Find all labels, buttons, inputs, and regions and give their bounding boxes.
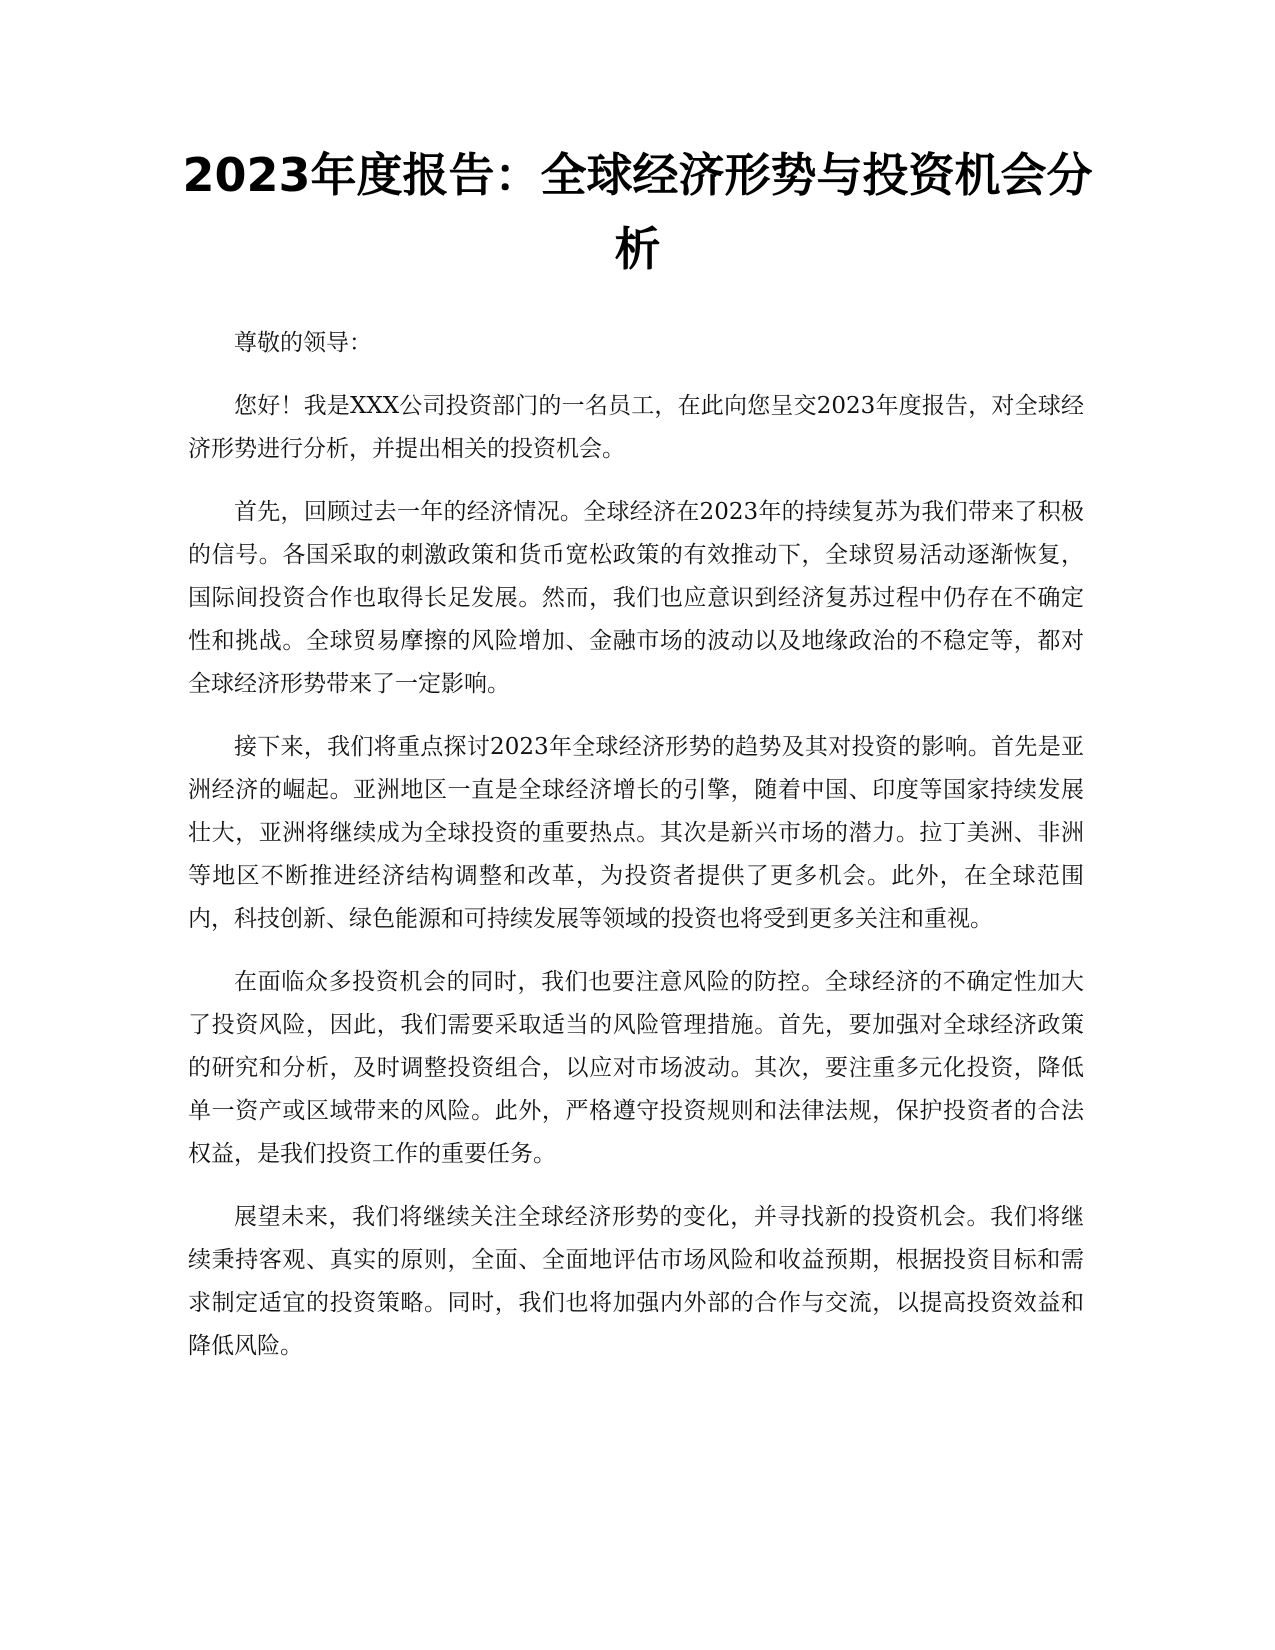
salutation: 尊敬的领导： [234, 330, 372, 356]
document-body [188, 322, 1084, 1388]
document-title: 2023年度报告：全球经济形势与投资机会分析 [182, 148, 1093, 276]
paragraph-outlook: 展望未来，我们将继续关注全球经济形势的变化，并寻找新的投资机会。我们将继续秉持客观、真实的原则，全面、全面地评估市场风险和收益预期，根据投资目标和需求制定适宜的投资策略。同时，我们也将加强内外部的合作与交流，以提高投资效益和降低风险。 [188, 1204, 1084, 1359]
paragraph-intro: 您好！我是XXX公司投资部门的一名员工，在此向您呈交2023年度报告，对全球经济形势进行分析，并提出相关的投资机会。 [188, 393, 1084, 462]
paragraph-review: 首先，回顾过去一年的经济情况。全球经济在2023年的持续复苏为我们带来了积极的信号。各国采取的刺激政策和货币宽松政策的有效推动下，全球贸易活动逐渐恢复，国际间投资合作也取得长足发展。然而，我们也应意识到经济复苏过程中仍存在不确定性和挑战。全球贸易摩擦的风险增加、金融市场的波动以及地缘政治的不稳定等，都对全球经济形势带来了一定影响。 [188, 499, 1084, 697]
paragraph-trends: 接下来，我们将重点探讨2023年全球经济形势的趋势及其对投资的影响。首先是亚洲经济的崛起。亚洲地区一直是全球经济增长的引擎，随着中国、印度等国家持续发展壮大，亚洲将继续成为全球投资的重要热点。其次是新兴市场的潜力。拉丁美洲、非洲等地区不断推进经济结构调整和改革，为投资者提供了更多机会。此外，在全球范围内，科技创新、绿色能源和可持续发展等领域的投资也将受到更多关注和重视。 [188, 734, 1084, 932]
paragraph-risk: 在面临众多投资机会的同时，我们也要注意风险的防控。全球经济的不确定性加大了投资风险，因此，我们需要采取适当的风险管理措施。首先，要加强对全球经济政策的研究和分析，及时调整投资组合，以应对市场波动。其次，要注重多元化投资，降低单一资产或区域带来的风险。此外，严格遵守投资规则和法律法规，保护投资者的合法权益，是我们投资工作的重要任务。 [188, 969, 1084, 1167]
